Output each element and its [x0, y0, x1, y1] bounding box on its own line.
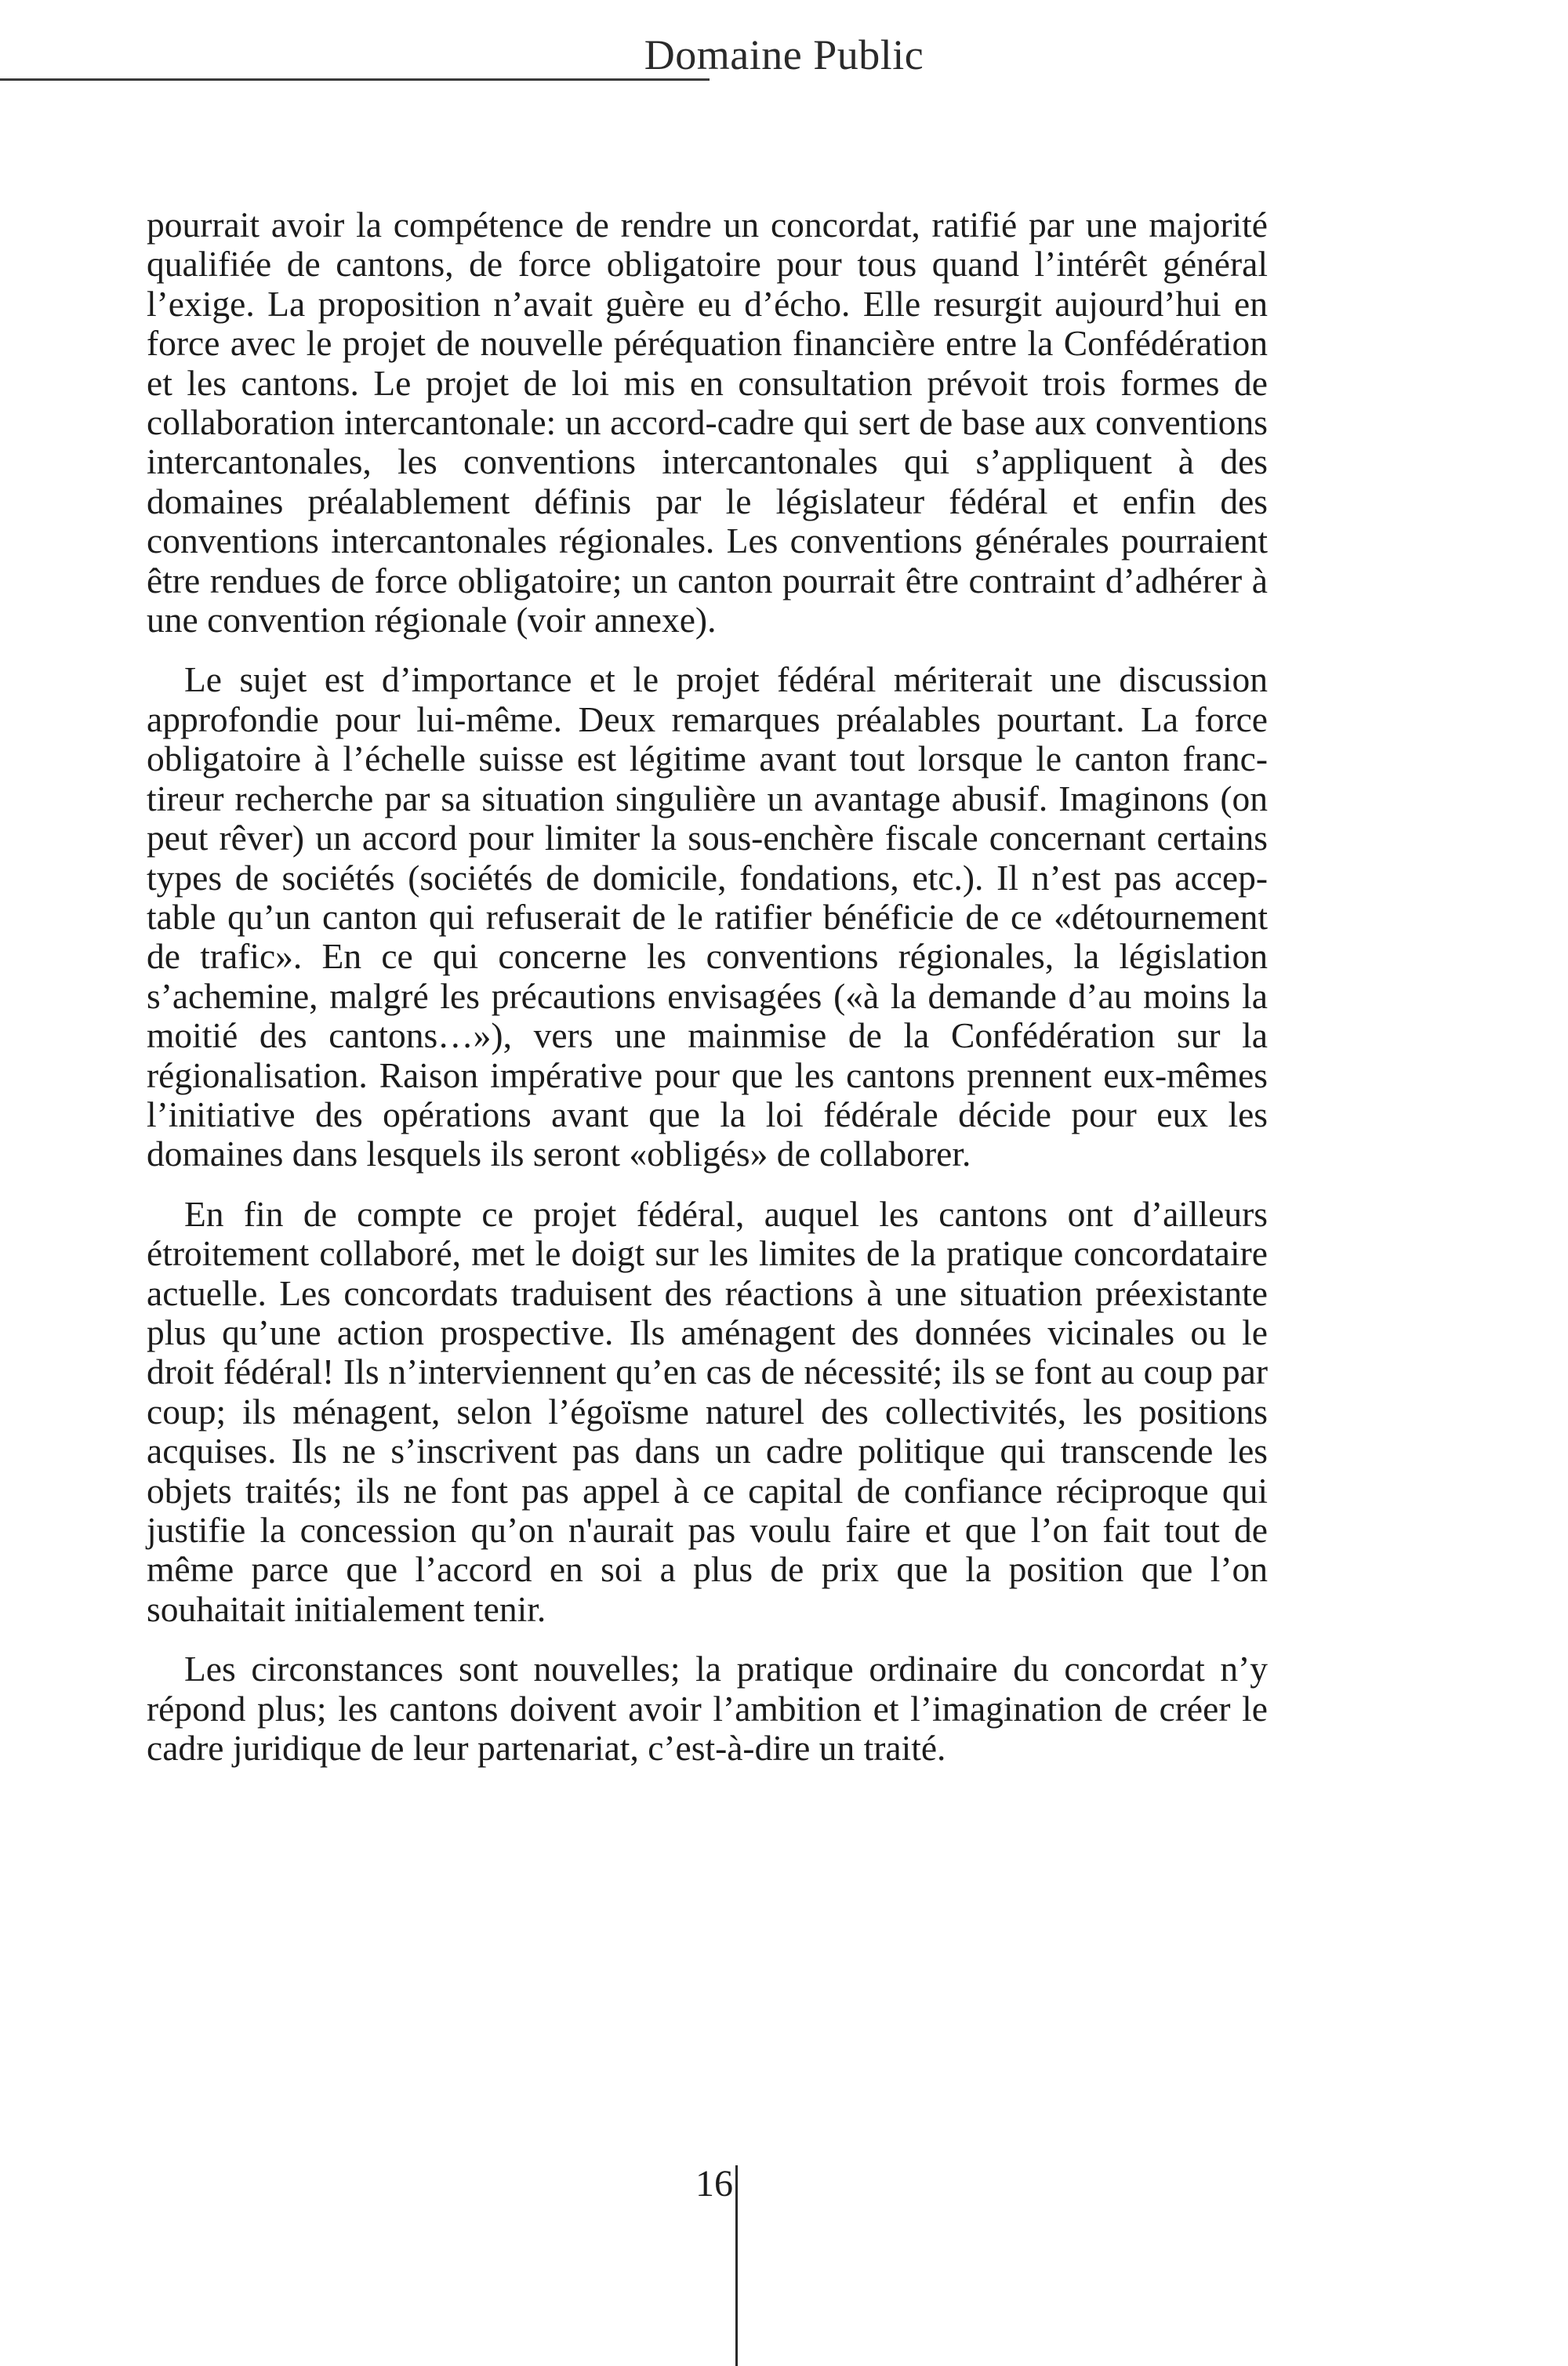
paragraph-1: pourrait avoir la compétence de rendre un concordat, ratifié par une majorité qualifiée de cantons, de force obligatoire pour tous quand l’intérêt général l’exige. La proposition n’avait guère eu d’écho. Elle resurgit aujourd’hui en force avec le projet de nouvelle péréquation financière entre la Confédération et les cantons. Le projet de loi mis en consultation prévoit trois formes de collaboration intercantonale: un accord-cadre qui sert de base aux conventions intercantonales, les conventions intercantonales qui s’appliquent à des domaines préalablement définis par le législateur fédéral et enfin des conventions intercantonales régionales. Les conventions générales pourraient être rendues de force obligatoire; un canton pourrait être contraint d’adhérer à une convention régionale (voir annexe). — [147, 205, 1268, 640]
paragraph-4: Les circonstances sont nouvelles; la pratique ordinaire du concordat n’y répond plus; les cantons doivent avoir l’ambition et l’imagination de créer le cadre juridique de leur partenariat, c’est-à-dire un traité. — [147, 1649, 1268, 1769]
footer-rule — [735, 2165, 738, 2366]
paragraph-3: En fin de compte ce projet fédéral, auquel les cantons ont d’ailleurs étroitement collaboré, met le doigt sur les limites de la pratique concordataire actuelle. Les concordats traduisent des réactions à une situation préexistante plus qu’une action prospective. Ils aménagent des données vicinales ou le droit fédéral! Ils n’interviennent qu’en cas de nécessité; ils se font au coup par coup; ils ménagent, selon l’égoïsme naturel des collectivités, les positions acquises. Ils ne s’inscrivent pas dans un cadre politique qui transcende les objets traités; ils ne font pas appel à ce capital de confiance réciproque qui justifie la concession qu’on n'aurait pas voulu faire et que l’on fait tout de même parce que l’accord en soi a plus de prix que la position que l’on souhaitait initialement tenir. — [147, 1193, 1268, 1629]
article-body — [147, 205, 1268, 1788]
page-number: 16 — [695, 2163, 733, 2205]
paragraph-2: Le sujet est d’importance et le projet fédéral mériterait une discussion approfondie pour lui-même. Deux remarques préalables pourtant. La force obligatoire à l’échelle suisse est légitime avant tout lorsque le canton franc-tireur recherche par sa situation singulière un avantage abusif. Imaginons (on peut rêver) un accord pour limiter la sous-enchère fiscale concernant certains types de sociétés (sociétés de domicile, fondations, etc.). Il n’est pas acceptable qu’un canton qui refuserait de le ratifier bénéficie de ce «détournement de trafic». En ce qui concerne les conventions régionales, la législation s’achemine, malgré les précautions envisagées («à la demande d’au moins la moitié des cantons…»), vers une mainmise de la Confédération sur la régionalisation. Raison impérative pour que les cantons prennent eux-mêmes l’initiative des opérations avant que la loi fédérale décide pour eux les domaines dans lesquels ils seront «obligés» de collaborer. — [147, 659, 1268, 1174]
running-header-title: Domaine Public — [644, 31, 924, 78]
